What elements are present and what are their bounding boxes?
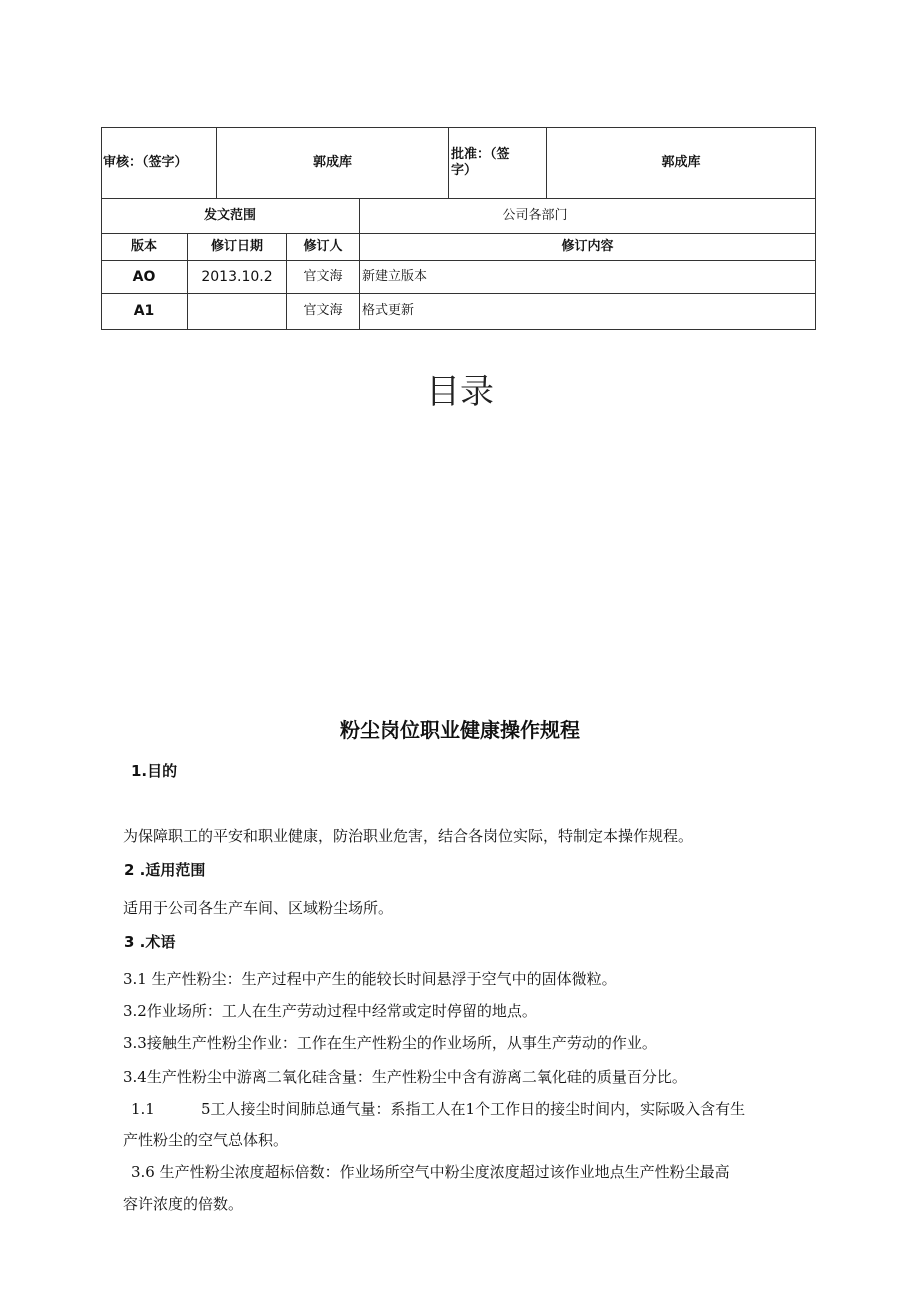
approve-label-line1: 批准：（签 — [451, 146, 510, 162]
header-version: 版本 — [130, 238, 157, 254]
term-3-6-line1: 3.6 生产性粉尘浓度超标倍数：作业场所空气中粉尘度浓度超过该作业地点生产性粉尘最高 — [131, 1163, 730, 1181]
distribution-label: 发文范围 — [203, 207, 256, 223]
term-3-1: 3.1 生产性粉尘：生产过程中产生的能较长时间悬浮于空气中的固体微粒。 — [123, 970, 617, 988]
doc-title: 粉尘岗位职业健康操作规程 — [340, 718, 580, 742]
row1-reviser: 官文海 — [303, 268, 343, 284]
approve-name: 郭成库 — [661, 154, 701, 170]
section2-text: 适用于公司各生产车间、区域粉尘场所。 — [123, 899, 394, 917]
term-3-6-line2: 容许浓度的倍数。 — [123, 1195, 244, 1213]
term-3-5-line2: 产性粉尘的空气总体积。 — [123, 1131, 289, 1149]
row1-version: AO — [132, 268, 156, 285]
section1-heading: 1.目的 — [131, 762, 178, 780]
row2-content: 格式更新 — [362, 303, 415, 318]
row1-content: 新建立版本 — [362, 268, 428, 284]
term-3-5-line1: 5工人接尘时间肺总通气量：系指工人在1个工作日的接尘时间内，实际吸入含有生 — [201, 1100, 746, 1118]
row2-version: A1 — [133, 303, 155, 319]
approval-revision-table — [101, 127, 816, 330]
header-date: 修订日期 — [210, 238, 263, 254]
header-content: 修订内容 — [561, 238, 614, 254]
section2-heading: 2 .适用范围 — [124, 861, 206, 879]
review-label: 审核：（签字） — [103, 154, 188, 170]
toc-title: 目录 — [426, 372, 494, 412]
term-3-2: 3.2作业场所：工人在生产劳动过程中经常或定时停留的地点。 — [123, 1002, 537, 1020]
review-name: 郭成库 — [312, 154, 352, 170]
approve-label — [451, 127, 546, 198]
row2-reviser: 官文海 — [303, 303, 343, 318]
header-reviser: 修订人 — [303, 238, 343, 254]
section1-text: 为保障职工的平安和职业健康，防治职业危害，结合各岗位实际，特制定本操作规程。 — [123, 827, 694, 845]
term-3-5-number: 1.1 — [131, 1100, 155, 1118]
row2-date — [188, 293, 286, 329]
distribution-value: 公司各部门 — [502, 207, 568, 223]
section3-heading: 3 .术语 — [124, 933, 176, 951]
term-3-4: 3.4生产性粉尘中游离二氧化硅含量：生产性粉尘中含有游离二氧化硅的质量百分比。 — [123, 1068, 687, 1086]
row1-date: 2013.10.2 — [201, 268, 273, 285]
approve-label-line2: 字） — [451, 162, 478, 178]
term-3-3: 3.3接触生产性粉尘作业：工作在生产性粉尘的作业场所，从事生产劳动的作业。 — [123, 1034, 657, 1052]
